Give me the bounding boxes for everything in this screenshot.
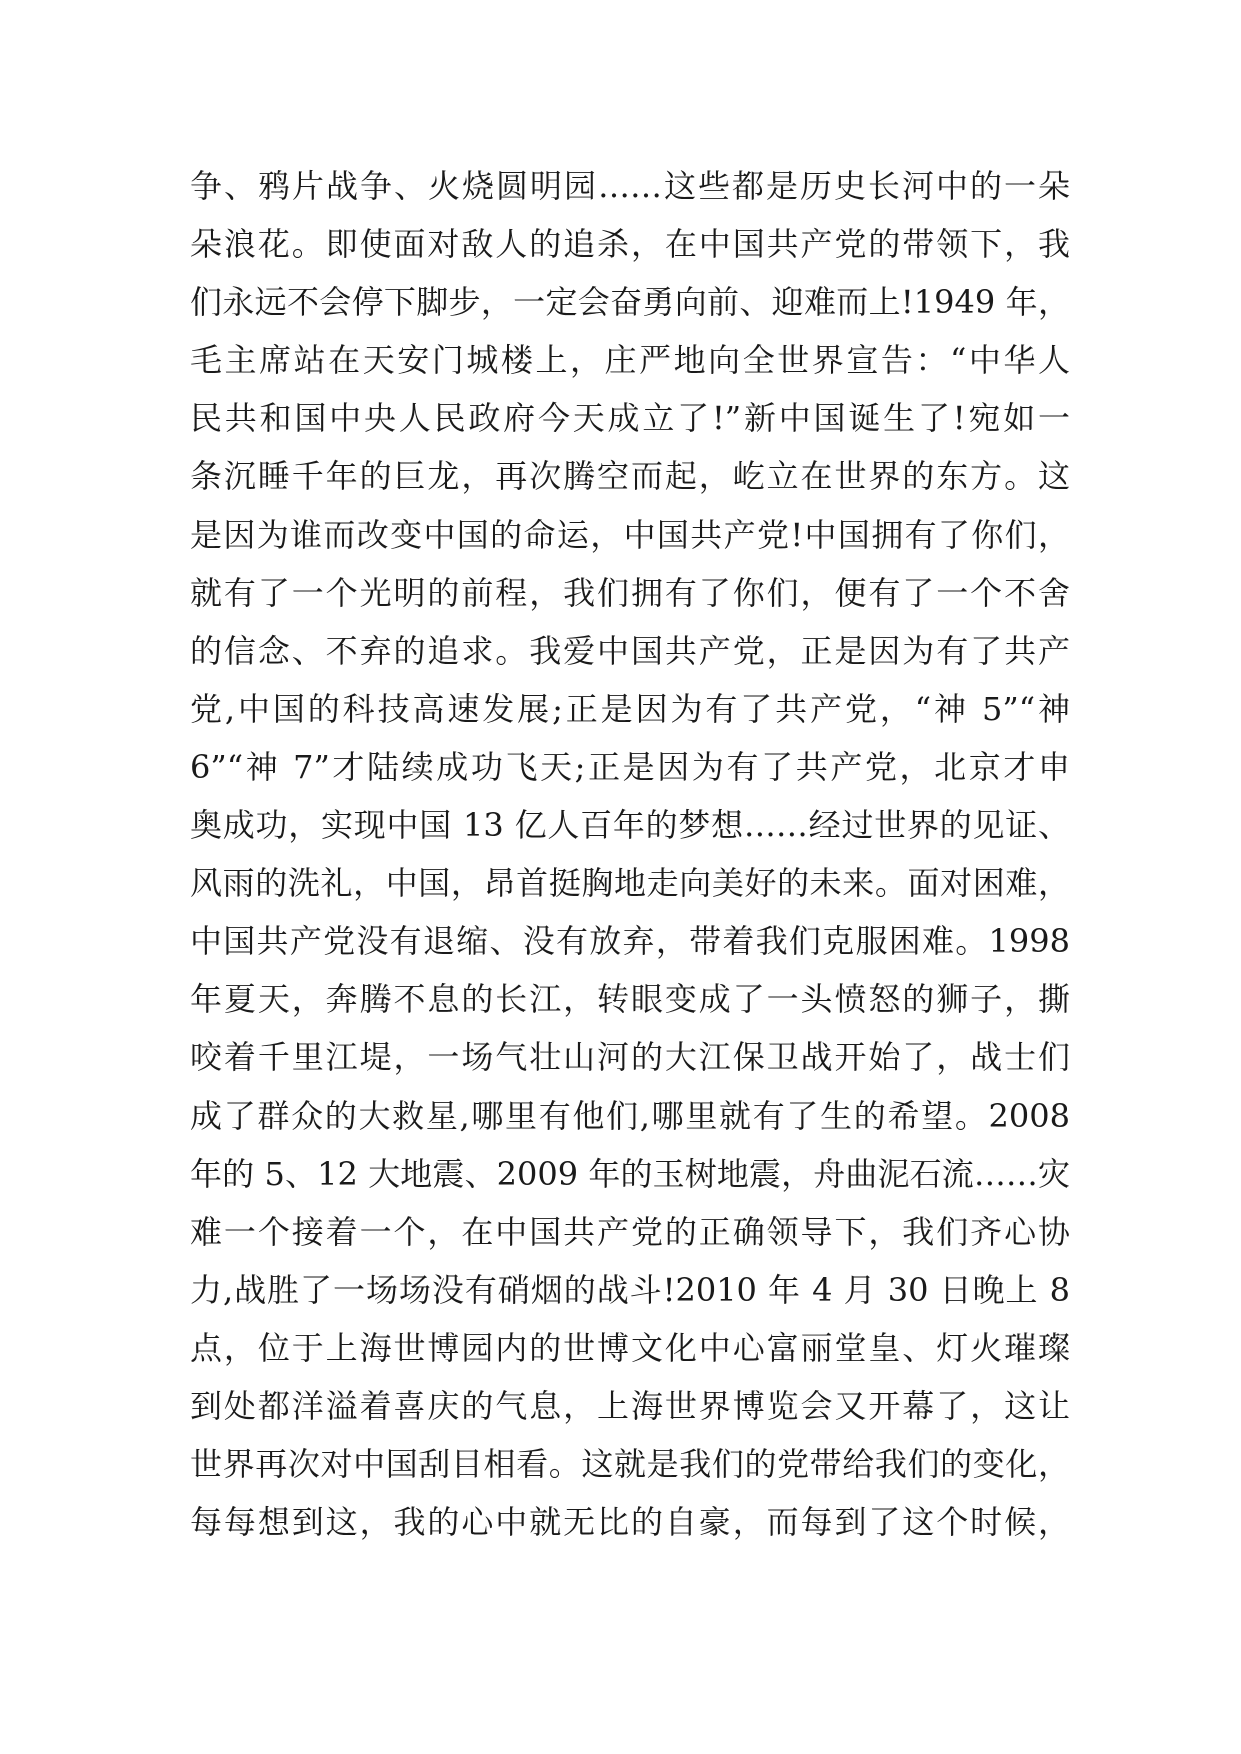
text-line-14: 中国共产党没有退缩、没有放弃，带着我们克服困难。1998	[190, 922, 1070, 961]
text-line-1: 争、鸦片战争、火烧圆明园……这些都是历史长河中的一朵	[190, 167, 1070, 205]
text-line-4: 毛主席站在天安门城楼上，庄严地向全世界宣告：“中华人	[190, 341, 1070, 380]
text-line-17: 成了群众的大救星,哪里有他们,哪里就有了生的希望。2008	[190, 1096, 1070, 1135]
text-line-9: 的信念、不弃的追求。我爱中国共产党，正是因为有了共产	[190, 631, 1070, 670]
text-line-18: 年的 5、12 大地震、2009 年的玉树地震，舟曲泥石流……灾	[190, 1154, 1070, 1193]
text-line-16: 咬着千里江堤，一场气壮山河的大江保卫战开始了，战士们	[190, 1038, 1070, 1077]
text-line-6: 条沉睡千年的巨龙，再次腾空而起，屹立在世界的东方。这	[190, 457, 1070, 496]
text-line-5: 民共和国中央人民政府今天成立了!”新中国诞生了!宛如一	[190, 399, 1070, 438]
text-line-19: 难一个接着一个，在中国共产党的正确领导下，我们齐心协	[190, 1212, 1070, 1251]
text-line-10: 党,中国的科技高速发展;正是因为有了共产党，“神 5”“神	[190, 689, 1070, 728]
body-text	[190, 157, 1070, 1551]
text-line-12: 奥成功，实现中国 13 亿人百年的梦想……经过世界的见证、	[190, 806, 1070, 845]
text-line-8: 就有了一个光明的前程，我们拥有了你们，便有了一个不舍	[190, 573, 1070, 612]
text-line-21: 点，位于上海世博园内的世博文化中心富丽堂皇、灯火璀璨	[190, 1328, 1070, 1367]
text-line-15: 年夏天，奔腾不息的长江，转眼变成了一头愤怒的狮子，撕	[190, 980, 1070, 1019]
text-line-22: 到处都洋溢着喜庆的气息，上海世界博览会又开幕了，这让	[190, 1386, 1070, 1425]
text-line-2: 朵浪花。即使面对敌人的追杀，在中国共产党的带领下，我	[190, 225, 1070, 264]
text-line-13: 风雨的洗礼，中国，昂首挺胸地走向美好的未来。面对困难，	[190, 864, 1070, 903]
text-line-23: 世界再次对中国刮目相看。这就是我们的党带给我们的变化，	[190, 1445, 1070, 1484]
text-line-11: 6”“神 7”才陆续成功飞天;正是因为有了共产党，北京才申	[190, 747, 1070, 786]
text-line-20: 力,战胜了一场场没有硝烟的战斗!2010 年 4 月 30 日晚上 8	[190, 1270, 1070, 1309]
text-line-24: 每每想到这，我的心中就无比的自豪，而每到了这个时候，	[190, 1503, 1070, 1542]
text-line-3: 们永远不会停下脚步，一定会奋勇向前、迎难而上!1949 年，	[190, 283, 1070, 322]
text-line-7: 是因为谁而改变中国的命运，中国共产党!中国拥有了你们，	[190, 515, 1070, 554]
